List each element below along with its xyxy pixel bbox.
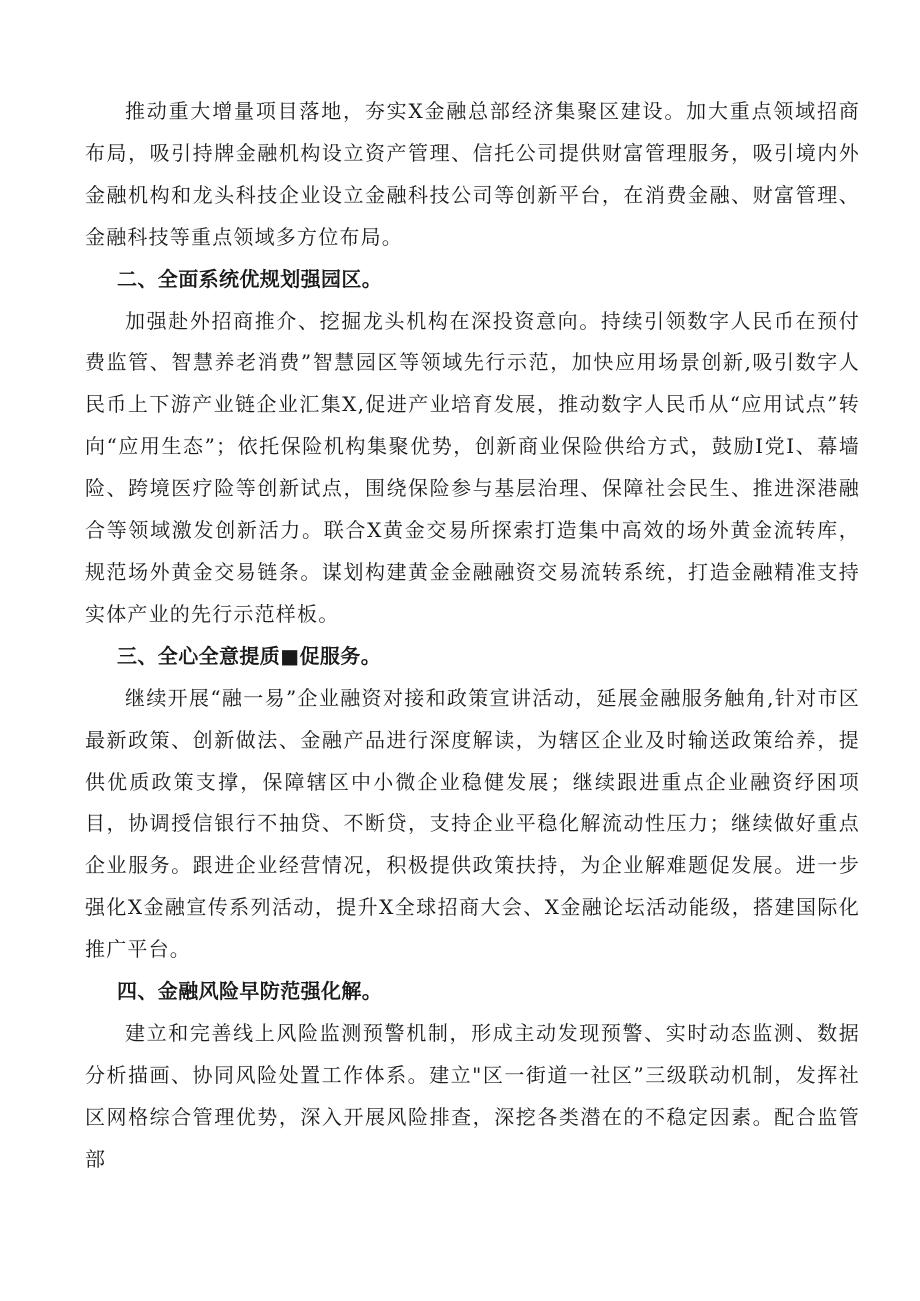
paragraph-body-4: 建立和完善线上风险监测预警机制，形成主动发现预警、实时动态监测、数据分析描画、协同风险处置工作体系。建立"区一街道一社区”三级联动机制，发挥社区网格综合管理优势，深入开展风险排查，深挖各类潜在的不稳定因素。配合监管部 bbox=[85, 1020, 860, 1171]
section-heading-3: 三、全心全意提质■促服务。 bbox=[117, 643, 382, 668]
paragraph-body-2: 加强赴外招商推介、挖掘龙头机构在深投资意向。持续引领数字人民币在预付费监管、智慧养老消费”智慧园区等领域先行示范，加快应用场景创新,吸引数字人民币上下游产业链企业汇集X,促进产业培育发展，推动数字人民币从“应用试点”转向“应用生态”；依托保险机构集聚优势，创新商业保险供给方式，鼓励I党I、幕墙险、跨境医疗险等创新试点，围绕保险参与基层治理、保障社会民生、推进深港融合等领域激发创新活力。联合X黄金交易所探索打造集中高效的场外黄金流转库，规范场外黄金交易链条。谋划构建黄金金融融资交易流转系统，打造金融精准支持实体产业的先行示范样板。 bbox=[85, 308, 860, 626]
paragraph-body-3: 继续开展“融一易”企业融资对接和政策宣讲活动，延展金融服务触角,针对市区最新政策、创新做法、金融产品进行深度解读，为辖区企业及时输送政策给养，提供优质政策支撑，保障辖区中小微企业稳健发展；继续跟进重点企业融资纾困项目，协调授信银行不抽贷、不断贷，支持企业平稳化解流动性压力；继续做好重点企业服务。跟进企业经营情况，积极提供政策扶持，为企业解难题促发展。进一步强化X金融宣传系列活动，提升X全球招商大会、X金融论坛活动能级，搭建国际化推广平台。 bbox=[85, 685, 860, 962]
section-heading-4: 四、金融风险早防范强化解。 bbox=[117, 979, 383, 1004]
document-body bbox=[85, 91, 860, 1181]
section-heading-2: 二、全面系统优规划强园区。 bbox=[117, 266, 383, 291]
paragraph-body-1: 推动重大增量项目落地，夯实X金融总部经济集聚区建设。加大重点领域招商布局，吸引持牌金融机构设立资产管理、信托公司提供财富管理服务，吸引境内外金融机构和龙头科技企业设立金融科技公司等创新平台，在消费金融、财富管理、金融科技等重点领域多方位布局。 bbox=[85, 99, 860, 249]
